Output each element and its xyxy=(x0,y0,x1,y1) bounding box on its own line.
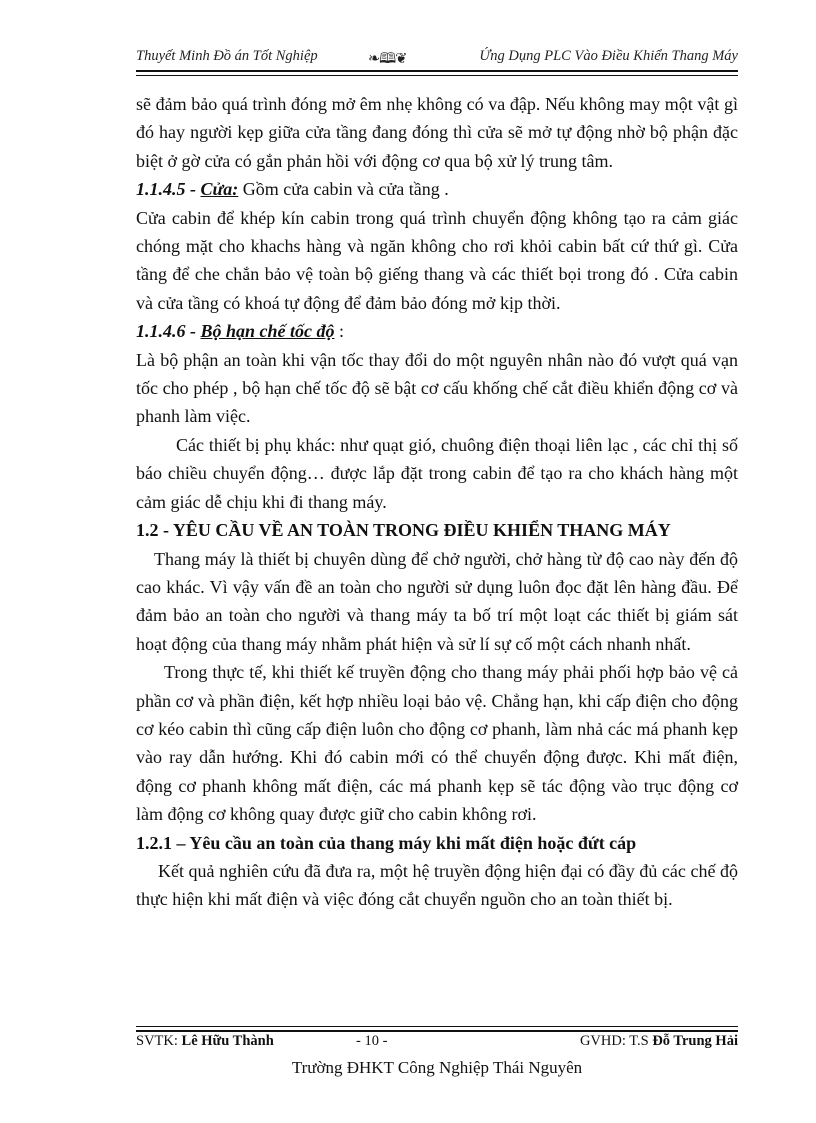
paragraph: Kết quả nghiên cứu đã đưa ra, một hệ truyền động hiện đại có đầy đủ các chế độ thực hiện khi mất điện và việc đóng cắt chuyển nguồn cho an toàn thiết bị. xyxy=(136,860,738,910)
school-name: Trường ĐHKT Công Nghiệp Thái Nguyên xyxy=(291,1058,583,1077)
header-right-title: Ứng Dụng PLC Vào Điều Khiển Thang Máy xyxy=(479,48,738,64)
page-number: - 10 - xyxy=(356,1033,388,1049)
page-header xyxy=(136,48,738,68)
paragraph: Các thiết bị phụ khác: như quạt gió, chuông điện thoại liên lạc , các chỉ thị số báo chiều chuyển động… được lắp đặt trong cabin để tạo ra cho khách hàng một cảm giác dễ chịu khi đi thang máy. xyxy=(136,434,738,512)
header-rule-thin xyxy=(136,75,738,76)
footer-student: SVTK: Lê Hữu Thành xyxy=(136,1033,274,1049)
section-heading-1-2-1: 1.2.1 – Yêu cầu an toàn của thang máy khi mất điện hoặc đứt cáp xyxy=(136,832,637,853)
section-number: 1.1.4.6 - xyxy=(136,321,201,342)
header-left-title: Thuyết Minh Đồ án Tốt Nghiệp xyxy=(136,48,318,64)
section-heading-1-1-4-6 xyxy=(136,317,738,345)
paragraph: Cửa cabin để khép kín cabin trong quá trình chuyển động không tạo ra cảm giác chóng mặt cho khachs hàng và ngăn không cho rơi khỏi cabin bất cứ thứ gì. Cửa tầng để che chắn bảo vệ toàn bộ giếng thang và các thiết bọi trong đó . Cửa cabin và cửa tầng có khoá tự động để đảm bảo đóng mở kịp thời. xyxy=(136,207,738,313)
section-heading-1-2: 1.2 - YÊU CẦU VỀ AN TOÀN TRONG ĐIỀU KHIỂN THANG MÁY xyxy=(136,520,671,541)
section-number: 1.1.4.5 - xyxy=(136,179,201,200)
section-intro: : xyxy=(334,321,345,342)
page-footer xyxy=(136,1033,738,1053)
paragraph: sẽ đảm bảo quá trình đóng mở êm nhẹ không có va đập. Nếu không may một vật gì đó hay người kẹp giữa cửa tầng đang đóng thì cửa sẽ mở tự động nhờ bộ phận đặc biệt ở gờ cửa có gắn phản hồi với động cơ qua bộ xử lý trung tâm. xyxy=(136,94,738,171)
section-intro: Gồm cửa cabin và cửa tầng . xyxy=(238,179,449,200)
paragraph: Là bộ phận an toàn khi vận tốc thay đổi do một nguyên nhân nào đó vượt quá vạn tốc cho phép , bộ hạn chế tốc độ sẽ bật cơ cấu khống chế cắt điều khiển động cơ và phanh làm việc. xyxy=(136,349,738,427)
paragraph: Trong thực tế, khi thiết kế truyền động cho thang máy phải phối hợp bảo vệ cả phần cơ và phần điện, kết hợp nhiều loại bảo vệ. Chẳng hạn, khi cấp điện cho động cơ kéo cabin thì cũng cấp điện luôn cho động cơ phanh, làm nhả các má phanh kẹp vào ray dẫn hướng. Khi đó cabin mới có thể chuyển động được. Khi mất điện, động cơ phanh không mất điện, các má phanh kẹp sẽ tác động vào trục động cơ làm động cơ không quay được giữ cho cabin không rơi. xyxy=(136,662,738,825)
section-heading-1-1-4-5 xyxy=(136,175,738,203)
header-rule-thick xyxy=(136,70,738,72)
footer-rule-thin xyxy=(136,1026,738,1027)
document-body xyxy=(136,90,738,914)
section-title: Bộ hạn chế tốc độ xyxy=(200,321,335,342)
header-ornament-icon: ❧🕮❦ xyxy=(368,51,407,67)
footer-advisor: GVHD: T.S Đỗ Trung Hải xyxy=(579,1033,738,1049)
student-name: Lê Hữu Thành xyxy=(181,1033,274,1049)
section-title: Cửa: xyxy=(200,179,239,200)
paragraph: Thang máy là thiết bị chuyên dùng để chở người, chở hàng từ độ cao này đến độ cao khác. Vì vậy vấn đề an toàn cho người sử dụng luôn đọc đặt lên hàng đầu. Để đảm bảo an toàn cho người và thang máy ta bố trí một loạt các thiết bị giám sát hoạt động của thang máy nhằm phát hiện và sử lí sự cố một cách nhanh nhất. xyxy=(136,548,738,654)
advisor-name: Đỗ Trung Hải xyxy=(652,1033,738,1049)
footer-rule-thick xyxy=(136,1030,738,1032)
